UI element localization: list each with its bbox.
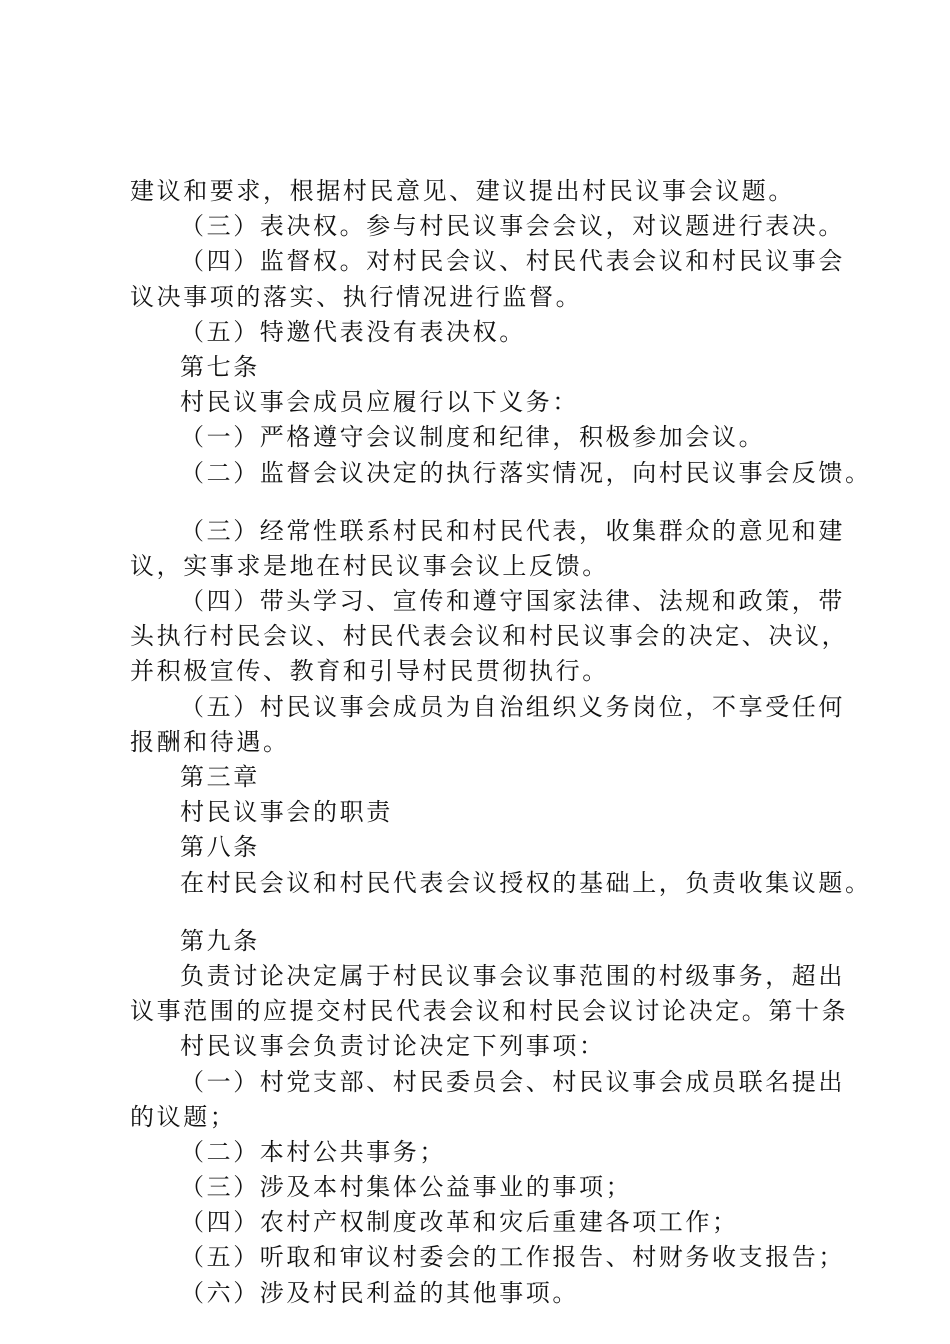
text-line: 建议和要求，根据村民意见、建议提出村民议事会议题。 (130, 177, 795, 205)
text-line: （五）村民议事会成员为自治组织义务岗位，不享受任何 (180, 692, 845, 721)
text-line: （三）涉及本村集体公益事业的事项； (180, 1173, 633, 1202)
text-line: （四）带头学习、宣传和遵守国家法律、法规和政策，带 (180, 587, 845, 616)
chapter-title: 村民议事会的职责 (180, 798, 393, 827)
text-line: （五）特邀代表没有表决权。 (180, 317, 526, 346)
text-line: （六）涉及村民利益的其他事项。 (180, 1278, 579, 1307)
text-line: （三）经常性联系村民和村民代表，收集群众的意见和建 (180, 516, 845, 545)
text-line: 议事范围的应提交村民代表会议和村民会议讨论决定。第十条 (130, 997, 849, 1026)
chapter-heading: 第三章 (180, 763, 260, 791)
text-line: （二）本村公共事务； (180, 1137, 446, 1166)
text-line: 议决事项的落实、执行情况进行监督。 (130, 282, 583, 311)
article-heading: 第八条 (180, 833, 260, 862)
paragraph-gap (130, 901, 850, 924)
text-line: （一）严格遵守会议制度和纪律，积极参加会议。 (180, 423, 766, 452)
text-line: 报酬和待遇。 (130, 727, 290, 756)
text-line: （五）听取和审议村委会的工作报告、村财务收支报告； (180, 1243, 845, 1272)
document-body (130, 174, 872, 1311)
text-line: （三）表决权。参与村民议事会会议，对议题进行表决。 (180, 212, 845, 241)
paragraph-gap (130, 491, 850, 514)
article-heading: 第七条 (180, 352, 260, 381)
text-line: 负责讨论决定属于村民议事会议事范围的村级事务，超出 (180, 961, 845, 990)
text-line: 并积极宣传、教育和引导村民贯彻执行。 (130, 657, 609, 686)
text-line: （四）农村产权制度改革和灾后重建各项工作； (180, 1208, 739, 1237)
text-line: 的议题； (130, 1102, 237, 1131)
text-line: 在村民会议和村民代表会议授权的基础上，负责收集议题。 (180, 868, 872, 897)
text-line: （二）监督会议决定的执行落实情况，向村民议事会反馈。 (180, 458, 872, 487)
text-line: 村民议事会负责讨论决定下列事项： (180, 1032, 606, 1061)
text-line: （一）村党支部、村民委员会、村民议事会成员联名提出 (180, 1067, 845, 1096)
article-heading: 第九条 (180, 926, 260, 955)
text-line: 头执行村民会议、村民代表会议和村民议事会的决定、决议， (130, 622, 849, 651)
text-line: （四）监督权。对村民会议、村民代表会议和村民议事会 (180, 247, 845, 276)
text-line: 议，实事求是地在村民议事会议上反馈。 (130, 551, 609, 580)
text-line: 村民议事会成员应履行以下义务： (180, 388, 579, 417)
